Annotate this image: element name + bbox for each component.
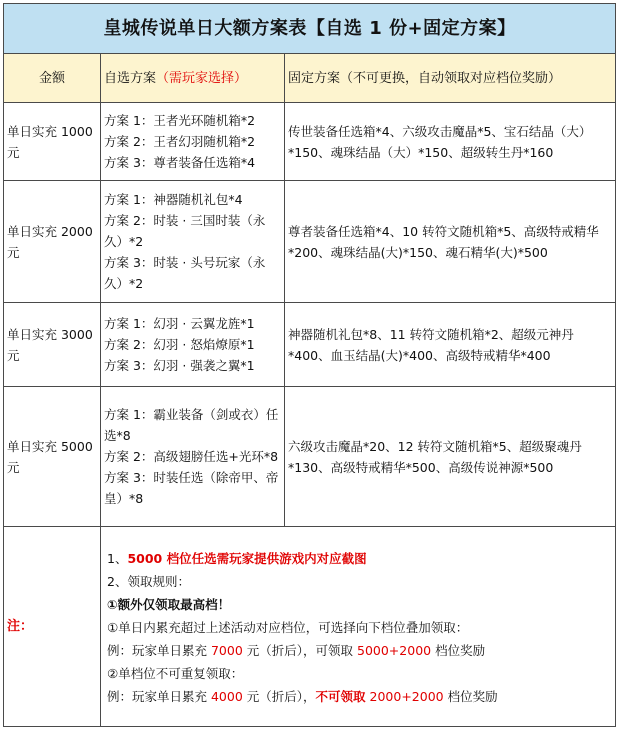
header-optional-note: （需玩家选择） [156, 70, 248, 86]
header-optional [101, 54, 285, 103]
reward-plan-table [3, 3, 616, 727]
note-line-1-prefix: 1、 [107, 551, 128, 566]
note-line-7-c: 元（折后）， [242, 689, 316, 704]
note-line-7-f: 档位奖励 [443, 689, 498, 704]
note-line-1 [107, 547, 609, 570]
fixed-cell: 尊者装备任选箱*4、10 转符文随机箱*5、高级特戒精华*200、魂珠结晶(大)*150、魂石精华(大)*500 [285, 181, 616, 303]
header-optional-label: 自选方案 [104, 70, 157, 86]
table-row [4, 387, 616, 527]
table-row [4, 181, 616, 303]
note-line-7-warning: 不可领取 [315, 689, 366, 704]
notes-row [4, 527, 616, 727]
amount-cell: 单日实充 3000 元 [4, 303, 101, 387]
options-cell [101, 181, 285, 303]
note-line-5-c: 元（折后），可领取 [242, 643, 357, 658]
option-item: 方案 2：王者幻羽随机箱*2 [104, 134, 256, 149]
option-item: 方案 2：高级翅膀任选+光环*8 [104, 449, 279, 464]
fixed-cell: 神器随机礼包*8、11 转符文随机箱*2、超级元神丹*400、血玉结晶(大)*400、高级特戒精华*400 [285, 303, 616, 387]
note-line-6: ②单档位不可重复领取： [107, 666, 244, 681]
option-item: 方案 2：幻羽 · 怒焰燎原*1 [104, 337, 255, 352]
fixed-cell: 六级攻击魔晶*20、12 转符文随机箱*5、超级聚魂丹*130、高级特戒精华*500、高级传说神源*500 [285, 387, 616, 527]
header-row [4, 54, 616, 103]
note-line-7 [107, 685, 609, 708]
note-line-5-e: 档位奖励 [431, 643, 486, 658]
note-line-5 [107, 639, 609, 662]
option-item: 方案 1：幻羽 · 云翼龙旌*1 [104, 316, 255, 331]
fixed-cell: 传世装备任选箱*4、六级攻击魔晶*5、宝石结晶（大）*150、魂珠结晶（大）*150、超级转生丹*160 [285, 103, 616, 181]
notes-cell [101, 527, 616, 727]
note-line-5-a: 例：玩家单日累充 [107, 643, 211, 658]
option-item: 方案 2：时装 · 三国时装（永久）*2 [104, 213, 266, 249]
note-line-7-amount: 4000 [210, 689, 243, 704]
amount-cell: 单日实充 1000 元 [4, 103, 101, 181]
note-line-2: 2、领取规则： [107, 574, 190, 589]
note-line-5-amount: 7000 [210, 643, 243, 658]
note-line-1-highlight: 5000 档位任选需玩家提供游戏内对应截图 [127, 551, 367, 566]
option-item: 方案 3：幻羽 · 强袭之翼*1 [104, 358, 255, 373]
header-amount: 金额 [4, 54, 101, 103]
option-item: 方案 3：时装任选（除帝甲、帝皇）*8 [104, 470, 279, 506]
amount-cell: 单日实充 2000 元 [4, 181, 101, 303]
option-item: 方案 1：王者光环随机箱*2 [104, 113, 256, 128]
option-item: 方案 3：尊者装备任选箱*4 [104, 155, 256, 170]
option-item: 方案 1：神器随机礼包*4 [104, 192, 243, 207]
options-cell [101, 103, 285, 181]
option-item: 方案 1：霸业装备（剑或衣）任选*8 [104, 407, 279, 443]
table-row [4, 103, 616, 181]
header-fixed: 固定方案（不可更换，自动领取对应档位奖励） [285, 54, 616, 103]
note-line-3: ①额外仅领取最高档！ [107, 597, 231, 612]
note-line-4: ①单日内累充超过上述活动对应档位，可选择向下档位叠加领取： [107, 620, 469, 635]
options-cell [101, 387, 285, 527]
table-title: 皇城传说单日大额方案表【自选 1 份+固定方案】 [4, 4, 616, 54]
amount-cell: 单日实充 5000 元 [4, 387, 101, 527]
option-item: 方案 3：时装 · 头号玩家（永久）*2 [104, 255, 266, 291]
options-cell [101, 303, 285, 387]
note-line-5-tiers: 5000+2000 [357, 643, 432, 658]
note-line-7-tiers: 2000+2000 [365, 689, 444, 704]
table-row [4, 303, 616, 387]
note-line-7-a: 例：玩家单日累充 [107, 689, 211, 704]
notes-label: 注： [4, 527, 101, 727]
